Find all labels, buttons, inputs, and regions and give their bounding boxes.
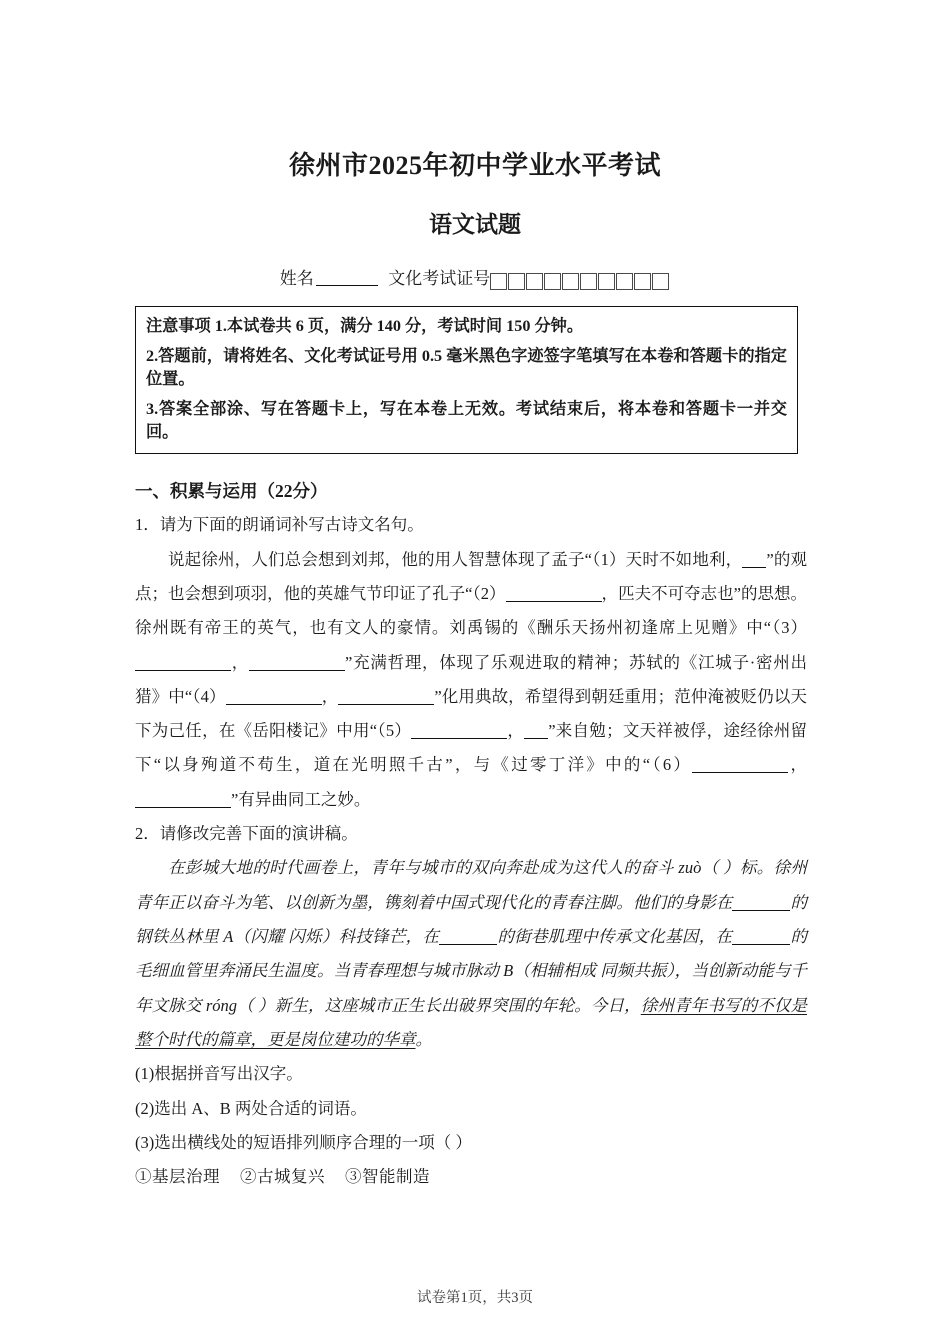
section-heading: 一、积累与运用（22分） — [135, 481, 328, 501]
name-label: 姓名 — [279, 268, 314, 288]
ticket-number-box[interactable] — [490, 273, 507, 290]
q1-blank-1b[interactable] — [742, 567, 766, 568]
q1-blank-6b[interactable] — [135, 807, 231, 808]
question-2-option[interactable]: ③智能制造 — [345, 1167, 430, 1187]
ticket-number-box[interactable] — [634, 273, 651, 290]
question-2-options — [135, 1160, 807, 1194]
question-2-sub-2: (2)选出 A、B 两处合适的词语。 — [135, 1098, 367, 1118]
ticket-number-box[interactable] — [616, 273, 633, 290]
q1-text-b: ”的观点；也会想到项羽，他的英雄气节印证了孔子“（2） — [135, 549, 808, 603]
page-footer: 试卷第1页，共3页 — [417, 1290, 533, 1306]
q1-text-e: ”充满哲理，体现了乐观进取的精神；苏轼的《江城子·密州出猎》中“（4） — [135, 652, 807, 706]
q2-passage-end: 。 — [415, 1029, 432, 1049]
q2-blank-2[interactable] — [439, 944, 497, 945]
ticket-number-box[interactable] — [526, 273, 543, 290]
ticket-number-box[interactable] — [562, 273, 579, 290]
q1-text-i: ”来自勉；文天祥被俘，途经徐州留下“以身殉道不苟生，道在光明照千古”，与《过零丁洋》中的“（6） — [135, 721, 808, 775]
q1-blank-2[interactable] — [506, 601, 602, 602]
question-2-stem: 2．请修改完善下面的演讲稿。 — [135, 824, 358, 844]
q1-text-c: ，匹夫不可夺志也”的思想。徐州既有帝王的英气，也有文人的豪情。刘禹锡的《酬乐天扬州初逢席上见赠》中“（3） — [135, 583, 807, 638]
ticket-number-box[interactable] — [508, 273, 525, 290]
q1-blank-5b[interactable] — [524, 738, 548, 739]
notice-box — [135, 306, 798, 454]
q2-passage-underlined-sentence: 徐州青年书写的不仅是整个时代的篇章，更是岗位建功的华章 — [135, 995, 808, 1049]
notice-line-2: 2.答题前，请将姓名、文化考试证号用 0.5 毫米黑色字迹签字笔填写在本卷和答题卡的指定位置。 — [146, 347, 787, 388]
q1-text-d: ， — [231, 652, 249, 672]
ticket-number-box[interactable] — [598, 273, 615, 290]
page-title: 徐州市2025年初中学业水平考试 — [288, 151, 661, 180]
q2-passage-part-3: 的街巷肌理中传承文化基因，在 — [497, 927, 733, 946]
notice-line-1: 注意事项 1.本试卷共 6 页，满分 140 分，考试时间 150 分钟。 — [146, 317, 584, 335]
q1-blank-4a[interactable] — [226, 704, 322, 705]
q1-blank-3b[interactable] — [249, 670, 345, 671]
ticket-number-box[interactable] — [580, 273, 597, 290]
q1-text-k: ”有异曲同工之妙。 — [231, 789, 371, 809]
q1-blank-6a[interactable] — [692, 772, 788, 773]
q2-blank-1[interactable] — [732, 910, 790, 911]
main-content — [135, 478, 807, 1195]
identity-line — [135, 237, 815, 291]
q1-text-g: ”化用典故，希望得到朝廷重用；范仲淹被贬仍以天下为己任，在《岳阳楼记》中用“（5） — [135, 686, 808, 741]
question-2-option[interactable]: ①基层治理 — [135, 1167, 220, 1187]
ticket-number-box[interactable] — [544, 273, 561, 290]
question-1-stem: 1．请为下面的朗诵词补写古诗文名句。 — [135, 515, 424, 535]
ticket-number-box[interactable] — [652, 273, 669, 290]
notice-line-3: 3.答案全部涂、写在答题卡上，写在本卷上无效。考试结束后，将本卷和答题卡一并交回。 — [146, 400, 787, 441]
q2-passage-part-4: 的毛细血管里奔涌民生温度。当青春理想与城市脉动 B（相辅相成 同频共振），当创新动能与千年文脉交 róng（ ）新生，这座城市正生长出破界突围的年轮。今日， — [135, 927, 808, 1015]
ticket-label: 文化考试证号 — [388, 268, 491, 288]
page-subtitle: 语文试题 — [429, 211, 521, 237]
question-2-sub-3: (3)选出横线处的短语排列顺序合理的一项（ ） — [135, 1132, 472, 1152]
q1-blank-3a[interactable] — [135, 670, 231, 671]
q1-text-f: ， — [321, 686, 339, 706]
q2-passage-part-1: 在彭城大地的时代画卷上，青年与城市的双向奔赴成为这代人的奋斗 zuò（ ）标。徐州青年正以奋斗为笔、以创新为墨，镌刻着中国式现代化的青春注脚。他们的身影在 — [135, 858, 807, 912]
q1-blank-4b[interactable] — [338, 704, 434, 705]
q1-blank-5a[interactable] — [411, 738, 507, 739]
q1-text-j: ， — [788, 755, 807, 775]
q1-text-h: ， — [507, 721, 525, 741]
q1-text-a: 说起徐州，人们总会想到刘邦，他的用人智慧体现了孟子“（1）天时不如地利， — [168, 549, 743, 569]
name-blank-field[interactable] — [316, 285, 378, 286]
question-2-option[interactable]: ②古城复兴 — [240, 1167, 325, 1187]
q2-blank-3[interactable] — [732, 944, 790, 945]
question-2-sub-1: (1)根据拼音写出汉字。 — [135, 1064, 303, 1084]
q2-passage-part-2: 的钢铁丛林里 A（闪耀 闪烁）科技锋芒，在 — [135, 892, 808, 946]
ticket-number-boxes[interactable] — [490, 272, 670, 291]
question-2-passage — [135, 851, 807, 1057]
question-1-body — [135, 543, 807, 818]
